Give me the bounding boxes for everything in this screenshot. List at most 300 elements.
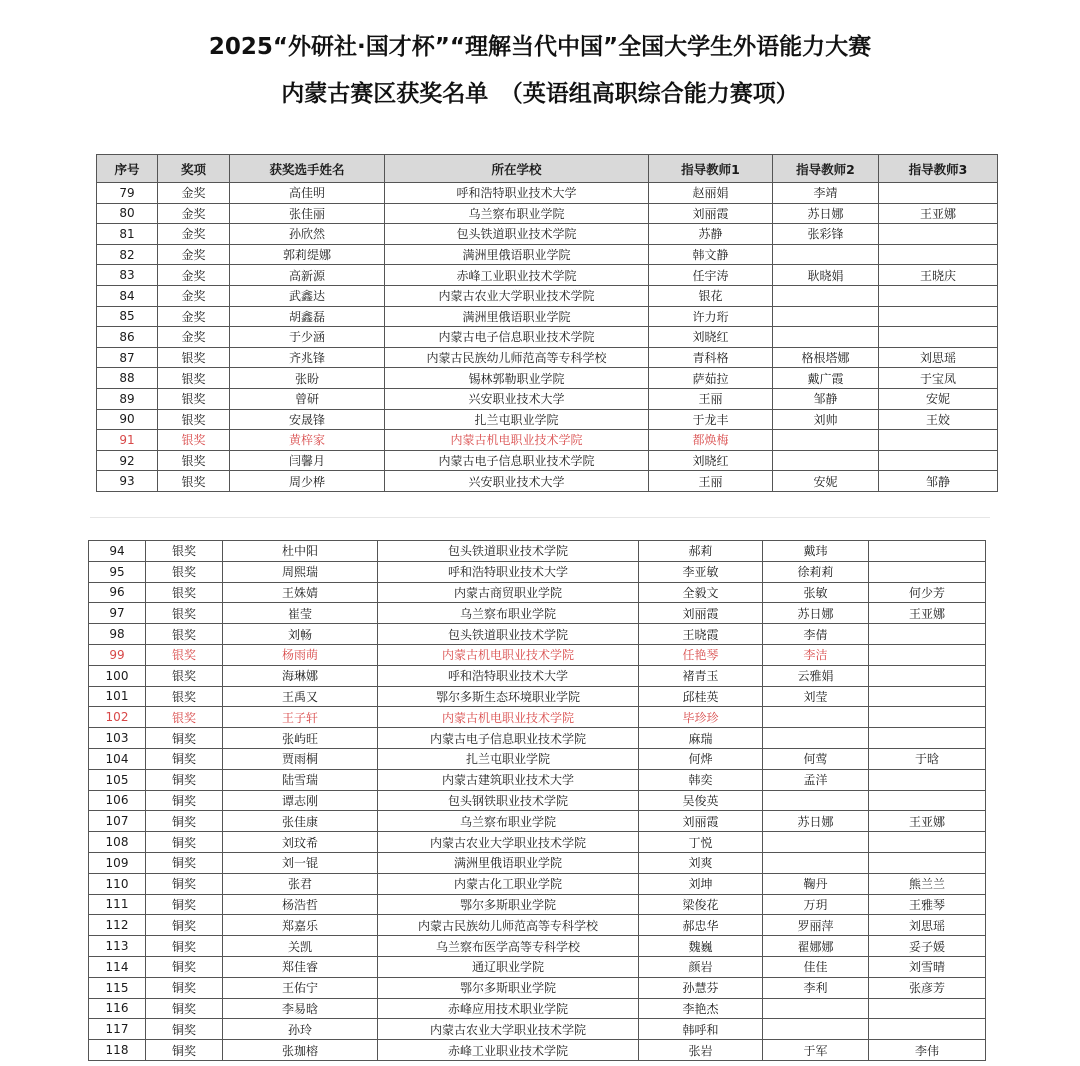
cell-teacher3: 邹静 — [879, 471, 998, 492]
cell-no: 93 — [97, 471, 158, 492]
cell-teacher2: 刘帅 — [773, 409, 879, 430]
cell-no: 84 — [97, 285, 158, 306]
table-row — [89, 832, 986, 853]
cell-name: 周少桦 — [230, 471, 385, 492]
cell-teacher2: 邹静 — [773, 388, 879, 409]
cell-no: 79 — [97, 183, 158, 204]
cell-teacher2: 罗丽萍 — [763, 915, 869, 936]
cell-teacher3: 李伟 — [869, 1040, 986, 1061]
table-row — [97, 244, 998, 265]
cell-teacher1: 苏静 — [649, 224, 773, 245]
cell-teacher2: 徐莉莉 — [763, 561, 869, 582]
cell-school: 呼和浩特职业技术大学 — [378, 561, 639, 582]
cell-teacher1: 刘丽霞 — [639, 811, 763, 832]
cell-award: 银奖 — [158, 388, 230, 409]
table-row — [89, 686, 986, 707]
cell-award: 金奖 — [158, 224, 230, 245]
cell-teacher1: 韩呼和 — [639, 1019, 763, 1040]
cell-teacher1: 王晓霞 — [639, 624, 763, 645]
cell-teacher2: 李利 — [763, 977, 869, 998]
cell-teacher1: 麻瑞 — [639, 728, 763, 749]
cell-teacher1: 颜岩 — [639, 956, 763, 977]
cell-name: 张屿旺 — [223, 728, 378, 749]
cell-teacher3 — [869, 624, 986, 645]
cell-teacher3 — [879, 327, 998, 348]
cell-award: 铜奖 — [146, 873, 223, 894]
cell-no: 106 — [89, 790, 146, 811]
table-row — [89, 582, 986, 603]
cell-award: 银奖 — [146, 644, 223, 665]
cell-teacher2 — [763, 728, 869, 749]
cell-name: 曾研 — [230, 388, 385, 409]
cell-teacher3: 刘思瑶 — [879, 347, 998, 368]
cell-school: 内蒙古电子信息职业技术学院 — [385, 327, 649, 348]
cell-teacher2: 万玥 — [763, 894, 869, 915]
cell-teacher1: 刘丽霞 — [649, 203, 773, 224]
cell-teacher1: 魏巍 — [639, 936, 763, 957]
cell-teacher1: 孙慧芬 — [639, 977, 763, 998]
cell-no: 100 — [89, 665, 146, 686]
cell-teacher1: 郝忠华 — [639, 915, 763, 936]
table-row — [97, 327, 998, 348]
cell-name: 张珈榕 — [223, 1040, 378, 1061]
cell-teacher3: 张彦芳 — [869, 977, 986, 998]
table-row — [89, 956, 986, 977]
cell-teacher2: 李洁 — [763, 644, 869, 665]
table-row — [97, 450, 998, 471]
cell-teacher3: 王雅琴 — [869, 894, 986, 915]
cell-teacher1: 邱桂英 — [639, 686, 763, 707]
cell-school: 内蒙古农业大学职业技术学院 — [378, 1019, 639, 1040]
table-row — [89, 998, 986, 1019]
cell-name: 王子轩 — [223, 707, 378, 728]
cell-teacher3: 王亚娜 — [869, 603, 986, 624]
cell-teacher3: 何少芳 — [869, 582, 986, 603]
cell-teacher2 — [773, 244, 879, 265]
cell-teacher2: 戴广霞 — [773, 368, 879, 389]
cell-school: 内蒙古农业大学职业技术学院 — [385, 285, 649, 306]
cell-teacher2 — [763, 707, 869, 728]
cell-teacher2 — [773, 430, 879, 451]
cell-name: 孙欣然 — [230, 224, 385, 245]
table-row — [89, 1040, 986, 1061]
cell-award: 铜奖 — [146, 748, 223, 769]
cell-teacher3: 刘雪晴 — [869, 956, 986, 977]
cell-teacher3 — [869, 561, 986, 582]
cell-teacher1: 韩文静 — [649, 244, 773, 265]
cell-name: 胡鑫磊 — [230, 306, 385, 327]
table-row — [97, 347, 998, 368]
table-row — [97, 409, 998, 430]
cell-school: 乌兰察布职业学院 — [378, 603, 639, 624]
cell-teacher3: 妥子媛 — [869, 936, 986, 957]
col-header-teacher3: 指导教师3 — [879, 155, 998, 183]
table-row — [97, 285, 998, 306]
cell-teacher2: 戴玮 — [763, 541, 869, 562]
cell-school: 包头铁道职业技术学院 — [378, 541, 639, 562]
cell-school: 满洲里俄语职业学院 — [385, 306, 649, 327]
cell-teacher2 — [773, 285, 879, 306]
cell-no: 82 — [97, 244, 158, 265]
cell-award: 铜奖 — [146, 769, 223, 790]
cell-name: 张佳康 — [223, 811, 378, 832]
cell-no: 80 — [97, 203, 158, 224]
cell-school: 包头钢铁职业技术学院 — [378, 790, 639, 811]
cell-teacher2: 刘莹 — [763, 686, 869, 707]
awards-table-part2 — [88, 540, 986, 1061]
cell-school: 通辽职业学院 — [378, 956, 639, 977]
awards-table-part1 — [96, 154, 998, 492]
cell-school: 乌兰察布医学高等专科学校 — [378, 936, 639, 957]
cell-award: 铜奖 — [146, 1019, 223, 1040]
cell-teacher3 — [869, 686, 986, 707]
cell-teacher1: 王丽 — [649, 471, 773, 492]
cell-teacher3 — [879, 450, 998, 471]
cell-teacher3: 于宝凤 — [879, 368, 998, 389]
cell-teacher2: 何莺 — [763, 748, 869, 769]
cell-no: 96 — [89, 582, 146, 603]
page-title: 2025“外研社·国才杯”“理解当代中国”全国大学生外语能力大赛 — [208, 34, 872, 60]
cell-name: 高新源 — [230, 265, 385, 286]
cell-teacher2: 格根塔娜 — [773, 347, 879, 368]
cell-name: 周熙瑞 — [223, 561, 378, 582]
cell-teacher3 — [879, 224, 998, 245]
table-row — [89, 541, 986, 562]
cell-teacher2: 翟娜娜 — [763, 936, 869, 957]
cell-no: 112 — [89, 915, 146, 936]
cell-teacher1: 刘晓红 — [649, 327, 773, 348]
cell-teacher2 — [763, 998, 869, 1019]
col-header-teacher1: 指导教师1 — [649, 155, 773, 183]
cell-award: 铜奖 — [146, 852, 223, 873]
cell-school: 扎兰屯职业学院 — [385, 409, 649, 430]
cell-teacher3 — [869, 790, 986, 811]
cell-teacher3 — [879, 183, 998, 204]
cell-teacher3: 王姣 — [879, 409, 998, 430]
cell-school: 内蒙古民族幼儿师范高等专科学校 — [385, 347, 649, 368]
cell-teacher3: 王晓庆 — [879, 265, 998, 286]
cell-teacher2: 苏日娜 — [763, 811, 869, 832]
cell-teacher3 — [869, 998, 986, 1019]
cell-no: 101 — [89, 686, 146, 707]
cell-teacher1: 王丽 — [649, 388, 773, 409]
cell-award: 铜奖 — [146, 977, 223, 998]
cell-school: 满洲里俄语职业学院 — [378, 852, 639, 873]
cell-teacher2: 耿晓娟 — [773, 265, 879, 286]
cell-name: 安晟锋 — [230, 409, 385, 430]
table-row — [89, 728, 986, 749]
cell-no: 89 — [97, 388, 158, 409]
cell-name: 孙玲 — [223, 1019, 378, 1040]
table-row — [89, 769, 986, 790]
cell-name: 杨雨萌 — [223, 644, 378, 665]
cell-teacher1: 刘晓红 — [649, 450, 773, 471]
cell-teacher3: 熊兰兰 — [869, 873, 986, 894]
col-header-no: 序号 — [97, 155, 158, 183]
table-row — [89, 707, 986, 728]
cell-teacher1: 李亚敏 — [639, 561, 763, 582]
cell-teacher2: 张敏 — [763, 582, 869, 603]
table-row — [89, 811, 986, 832]
cell-teacher1: 萨茹拉 — [649, 368, 773, 389]
cell-name: 郭莉缇娜 — [230, 244, 385, 265]
cell-no: 110 — [89, 873, 146, 894]
cell-teacher2 — [773, 450, 879, 471]
table-row — [89, 873, 986, 894]
cell-teacher3 — [879, 430, 998, 451]
cell-name: 闫馨月 — [230, 450, 385, 471]
cell-teacher3 — [869, 852, 986, 873]
cell-teacher1: 全毅文 — [639, 582, 763, 603]
table-row — [97, 388, 998, 409]
cell-teacher1: 银花 — [649, 285, 773, 306]
cell-award: 银奖 — [146, 665, 223, 686]
cell-teacher3 — [869, 728, 986, 749]
cell-school: 兴安职业技术大学 — [385, 388, 649, 409]
col-header-name: 获奖选手姓名 — [230, 155, 385, 183]
cell-award: 银奖 — [158, 471, 230, 492]
cell-teacher2: 苏日娜 — [773, 203, 879, 224]
cell-name: 黄梓家 — [230, 430, 385, 451]
cell-school: 乌兰察布职业学院 — [378, 811, 639, 832]
cell-school: 扎兰屯职业学院 — [378, 748, 639, 769]
cell-teacher2: 云雅娟 — [763, 665, 869, 686]
cell-teacher2: 苏日娜 — [763, 603, 869, 624]
cell-name: 郑嘉乐 — [223, 915, 378, 936]
cell-teacher2: 鞠丹 — [763, 873, 869, 894]
cell-school: 鄂尔多斯生态环境职业学院 — [378, 686, 639, 707]
cell-no: 117 — [89, 1019, 146, 1040]
table-row — [97, 265, 998, 286]
cell-name: 王姝婧 — [223, 582, 378, 603]
cell-no: 113 — [89, 936, 146, 957]
cell-teacher2: 佳佳 — [763, 956, 869, 977]
cell-name: 王佑宁 — [223, 977, 378, 998]
table-row — [89, 936, 986, 957]
cell-no: 104 — [89, 748, 146, 769]
cell-school: 鄂尔多斯职业学院 — [378, 977, 639, 998]
col-header-school: 所在学校 — [385, 155, 649, 183]
cell-award: 银奖 — [158, 409, 230, 430]
cell-teacher1: 都焕梅 — [649, 430, 773, 451]
table-row — [89, 790, 986, 811]
cell-teacher3 — [869, 707, 986, 728]
cell-teacher1: 青科格 — [649, 347, 773, 368]
table-header-row — [97, 155, 998, 183]
cell-award: 银奖 — [158, 450, 230, 471]
cell-teacher1: 吴俊英 — [639, 790, 763, 811]
cell-teacher3 — [869, 665, 986, 686]
cell-award: 银奖 — [146, 582, 223, 603]
cell-school: 内蒙古农业大学职业技术学院 — [378, 832, 639, 853]
cell-award: 银奖 — [158, 368, 230, 389]
cell-no: 114 — [89, 956, 146, 977]
cell-no: 116 — [89, 998, 146, 1019]
cell-teacher1: 许力珩 — [649, 306, 773, 327]
cell-school: 呼和浩特职业技术大学 — [385, 183, 649, 204]
cell-award: 金奖 — [158, 285, 230, 306]
cell-school: 内蒙古商贸职业学院 — [378, 582, 639, 603]
cell-award: 金奖 — [158, 183, 230, 204]
cell-teacher2: 李靖 — [773, 183, 879, 204]
cell-teacher3 — [879, 285, 998, 306]
cell-no: 86 — [97, 327, 158, 348]
cell-school: 包头铁道职业技术学院 — [385, 224, 649, 245]
cell-teacher3 — [869, 832, 986, 853]
cell-teacher3: 王亚娜 — [869, 811, 986, 832]
cell-award: 铜奖 — [146, 894, 223, 915]
cell-teacher2 — [763, 1019, 869, 1040]
cell-teacher3: 安妮 — [879, 388, 998, 409]
cell-name: 刘畅 — [223, 624, 378, 645]
cell-school: 赤峰工业职业技术学院 — [385, 265, 649, 286]
cell-award: 铜奖 — [146, 811, 223, 832]
cell-school: 赤峰应用技术职业学院 — [378, 998, 639, 1019]
cell-name: 张君 — [223, 873, 378, 894]
cell-teacher3 — [869, 541, 986, 562]
table-row — [97, 471, 998, 492]
cell-teacher1: 梁俊花 — [639, 894, 763, 915]
cell-award: 银奖 — [146, 561, 223, 582]
page-divider — [90, 517, 990, 518]
cell-award: 银奖 — [146, 541, 223, 562]
cell-teacher1: 何烨 — [639, 748, 763, 769]
cell-award: 铜奖 — [146, 936, 223, 957]
table-row — [97, 306, 998, 327]
cell-no: 105 — [89, 769, 146, 790]
cell-no: 115 — [89, 977, 146, 998]
table-row — [97, 224, 998, 245]
cell-no: 103 — [89, 728, 146, 749]
cell-no: 92 — [97, 450, 158, 471]
table-row — [89, 852, 986, 873]
table-row — [89, 665, 986, 686]
table-row — [97, 183, 998, 204]
cell-award: 银奖 — [158, 430, 230, 451]
cell-teacher3: 刘思瑶 — [869, 915, 986, 936]
cell-no: 108 — [89, 832, 146, 853]
cell-award: 铜奖 — [146, 728, 223, 749]
cell-name: 海琳娜 — [223, 665, 378, 686]
cell-teacher1: 郝莉 — [639, 541, 763, 562]
cell-school: 包头铁道职业技术学院 — [378, 624, 639, 645]
cell-award: 金奖 — [158, 327, 230, 348]
cell-school: 内蒙古电子信息职业技术学院 — [378, 728, 639, 749]
cell-teacher2 — [763, 852, 869, 873]
cell-school: 内蒙古民族幼儿师范高等专科学校 — [378, 915, 639, 936]
cell-teacher2 — [763, 832, 869, 853]
cell-teacher3 — [869, 769, 986, 790]
col-header-teacher2: 指导教师2 — [773, 155, 879, 183]
cell-award: 金奖 — [158, 244, 230, 265]
cell-no: 111 — [89, 894, 146, 915]
cell-name: 刘玟希 — [223, 832, 378, 853]
cell-no: 88 — [97, 368, 158, 389]
cell-award: 金奖 — [158, 203, 230, 224]
table-row — [97, 430, 998, 451]
cell-name: 于少涵 — [230, 327, 385, 348]
cell-name: 武鑫达 — [230, 285, 385, 306]
table-row — [89, 1019, 986, 1040]
cell-teacher1: 刘丽霞 — [639, 603, 763, 624]
cell-award: 铜奖 — [146, 956, 223, 977]
cell-name: 陆雪瑞 — [223, 769, 378, 790]
cell-name: 杜中阳 — [223, 541, 378, 562]
cell-school: 兴安职业技术大学 — [385, 471, 649, 492]
cell-teacher1: 刘坤 — [639, 873, 763, 894]
cell-teacher2: 于军 — [763, 1040, 869, 1061]
cell-award: 金奖 — [158, 265, 230, 286]
cell-teacher1: 任艳琴 — [639, 644, 763, 665]
cell-no: 85 — [97, 306, 158, 327]
cell-award: 金奖 — [158, 306, 230, 327]
cell-no: 107 — [89, 811, 146, 832]
cell-no: 102 — [89, 707, 146, 728]
cell-award: 铜奖 — [146, 998, 223, 1019]
cell-school: 鄂尔多斯职业学院 — [378, 894, 639, 915]
cell-no: 94 — [89, 541, 146, 562]
cell-award: 银奖 — [158, 347, 230, 368]
cell-name: 张佳丽 — [230, 203, 385, 224]
cell-name: 张盼 — [230, 368, 385, 389]
table-row — [89, 977, 986, 998]
cell-teacher2: 孟洋 — [763, 769, 869, 790]
page-subtitle: 内蒙古赛区获奖名单 （英语组高职综合能力赛项） — [281, 81, 799, 107]
cell-no: 99 — [89, 644, 146, 665]
cell-no: 90 — [97, 409, 158, 430]
cell-name: 关凯 — [223, 936, 378, 957]
cell-name: 贾雨桐 — [223, 748, 378, 769]
cell-teacher1: 刘爽 — [639, 852, 763, 873]
cell-school: 满洲里俄语职业学院 — [385, 244, 649, 265]
cell-teacher1: 赵丽娟 — [649, 183, 773, 204]
table-row — [97, 368, 998, 389]
cell-teacher3 — [869, 1019, 986, 1040]
cell-name: 高佳明 — [230, 183, 385, 204]
cell-school: 内蒙古电子信息职业技术学院 — [385, 450, 649, 471]
cell-teacher2 — [773, 306, 879, 327]
cell-award: 银奖 — [146, 686, 223, 707]
cell-award: 铜奖 — [146, 915, 223, 936]
cell-teacher3 — [879, 244, 998, 265]
table-row — [89, 748, 986, 769]
cell-teacher3: 于晗 — [869, 748, 986, 769]
cell-no: 97 — [89, 603, 146, 624]
cell-teacher1: 张岩 — [639, 1040, 763, 1061]
cell-school: 内蒙古机电职业技术学院 — [378, 707, 639, 728]
table-row — [89, 894, 986, 915]
cell-no: 81 — [97, 224, 158, 245]
cell-teacher2 — [763, 790, 869, 811]
cell-award: 银奖 — [146, 603, 223, 624]
table-row — [89, 624, 986, 645]
table-row — [89, 603, 986, 624]
cell-name: 齐兆锋 — [230, 347, 385, 368]
cell-name: 王禹又 — [223, 686, 378, 707]
cell-award: 银奖 — [146, 624, 223, 645]
cell-school: 赤峰工业职业技术学院 — [378, 1040, 639, 1061]
cell-teacher2: 张彩锋 — [773, 224, 879, 245]
cell-teacher1: 丁悦 — [639, 832, 763, 853]
cell-name: 李易晗 — [223, 998, 378, 1019]
cell-school: 呼和浩特职业技术大学 — [378, 665, 639, 686]
col-header-award: 奖项 — [158, 155, 230, 183]
cell-name: 谭志刚 — [223, 790, 378, 811]
cell-no: 91 — [97, 430, 158, 451]
cell-name: 杨浩哲 — [223, 894, 378, 915]
cell-teacher3 — [869, 644, 986, 665]
cell-teacher1: 毕珍珍 — [639, 707, 763, 728]
